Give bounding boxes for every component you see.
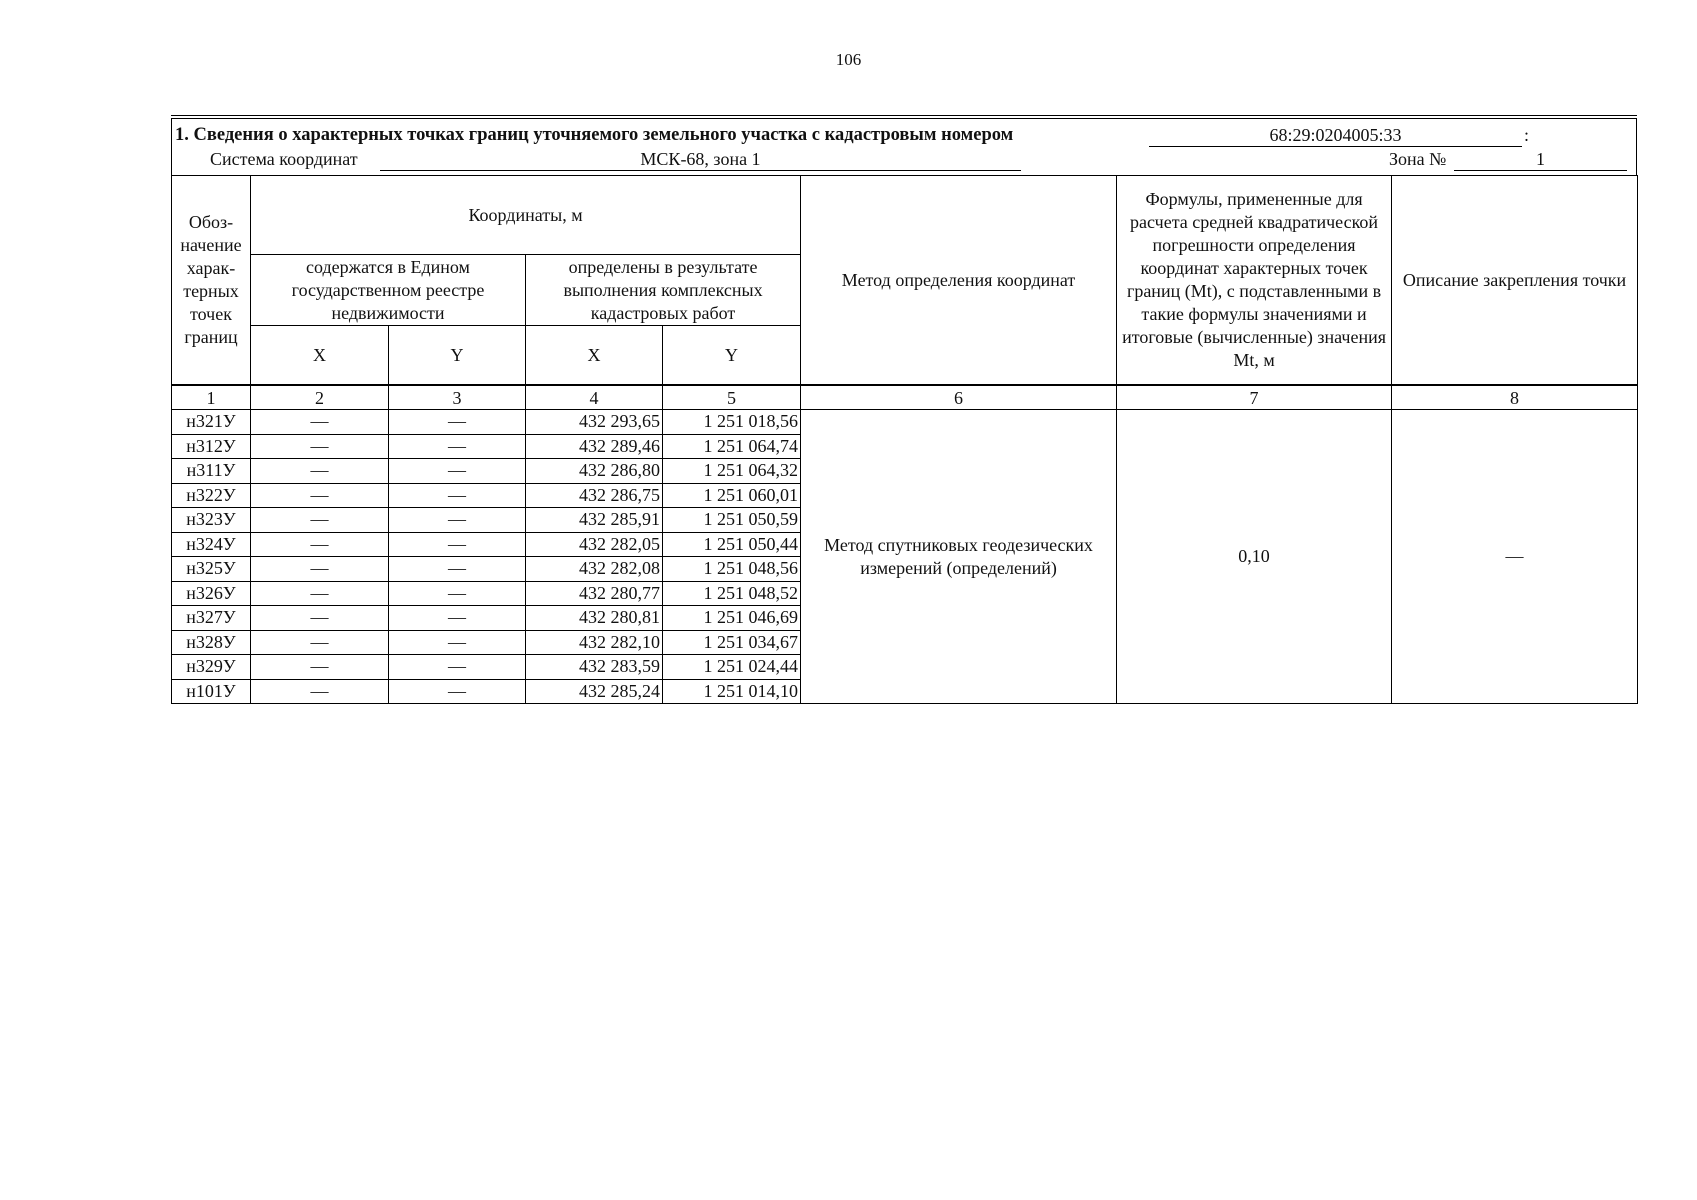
point-x: 432 280,81 [526, 606, 663, 631]
point-id: н101У [172, 679, 251, 704]
egrn-x: — [251, 557, 389, 582]
points-table [171, 175, 1638, 704]
point-id: н326У [172, 581, 251, 606]
egrn-y: — [389, 410, 526, 435]
egrn-x: — [251, 679, 389, 704]
column-number: 3 [389, 385, 526, 410]
egrn-x: — [251, 459, 389, 484]
point-x: 432 282,08 [526, 557, 663, 582]
description-value: — [1392, 410, 1638, 704]
point-x: 432 285,24 [526, 679, 663, 704]
point-y: 1 251 048,56 [663, 557, 801, 582]
point-x: 432 280,77 [526, 581, 663, 606]
point-y: 1 251 064,32 [663, 459, 801, 484]
egrn-x: — [251, 630, 389, 655]
point-y: 1 251 048,52 [663, 581, 801, 606]
point-id: н327У [172, 606, 251, 631]
method-value: Метод спутниковых геодезических измерений (определений) [801, 410, 1117, 704]
point-id: н322У [172, 483, 251, 508]
egrn-x: — [251, 483, 389, 508]
column-number: 5 [663, 385, 801, 410]
point-x: 432 293,65 [526, 410, 663, 435]
point-y: 1 251 034,67 [663, 630, 801, 655]
point-x: 432 286,80 [526, 459, 663, 484]
point-id: н323У [172, 508, 251, 533]
document-section [171, 115, 1637, 704]
kkr-x-label: X [526, 326, 663, 386]
point-id: н324У [172, 532, 251, 557]
egrn-x: — [251, 606, 389, 631]
coord-system-label: Система координат [210, 149, 358, 169]
point-x: 432 282,10 [526, 630, 663, 655]
column-number: 2 [251, 385, 389, 410]
page-number: 106 [835, 50, 862, 69]
point-id: н321У [172, 410, 251, 435]
column-number: 4 [526, 385, 663, 410]
point-y: 1 251 050,59 [663, 508, 801, 533]
egrn-y: — [389, 679, 526, 704]
column-number: 6 [801, 385, 1117, 410]
egrn-header: содержатся в Едином государственном реестре недвижимости [251, 255, 526, 326]
point-y: 1 251 014,10 [663, 679, 801, 704]
point-id: н325У [172, 557, 251, 582]
kkr-y-label: Y [663, 326, 801, 386]
point-y: 1 251 050,44 [663, 532, 801, 557]
egrn-x: — [251, 655, 389, 680]
egrn-x-label: X [251, 326, 389, 386]
section-title: 1. Сведения о характерных точках границ уточняемого земельного участка с кадастровым номером [175, 125, 1014, 145]
egrn-y: — [389, 606, 526, 631]
egrn-y: — [389, 557, 526, 582]
zone-label: Зона № [1389, 149, 1447, 169]
formula-header: Формулы, примененные для расчета средней квадратической погрешности определения координат характерных точек границ (Mt), с подставленными в такие формулы значениями и итоговые (вычисленные) значения Mt, м [1117, 176, 1392, 386]
egrn-x: — [251, 581, 389, 606]
egrn-y: — [389, 581, 526, 606]
egrn-x: — [251, 532, 389, 557]
egrn-y: — [389, 508, 526, 533]
coord-system-value: МСК-68, зона 1 [380, 148, 1021, 171]
col-point-id-header: Обоз-начение харак-терных точек границ [172, 176, 251, 386]
zone-value: 1 [1454, 148, 1627, 171]
kkr-header: определены в результате выполнения комплексных кадастровых работ [526, 255, 801, 326]
point-y: 1 251 060,01 [663, 483, 801, 508]
column-number: 1 [172, 385, 251, 410]
egrn-y: — [389, 655, 526, 680]
point-y: 1 251 024,44 [663, 655, 801, 680]
mt-value: 0,10 [1117, 410, 1392, 704]
egrn-y: — [389, 434, 526, 459]
point-id: н328У [172, 630, 251, 655]
egrn-x: — [251, 508, 389, 533]
egrn-x: — [251, 434, 389, 459]
point-id: н311У [172, 459, 251, 484]
point-x: 432 282,05 [526, 532, 663, 557]
description-header: Описание закрепления точки [1392, 176, 1638, 386]
column-number: 8 [1392, 385, 1638, 410]
egrn-y: — [389, 630, 526, 655]
table-row [172, 410, 1638, 435]
section-header [171, 118, 1637, 175]
egrn-y-label: Y [389, 326, 526, 386]
method-header: Метод определения координат [801, 176, 1117, 386]
header-colon: : [1524, 125, 1530, 145]
point-x: 432 289,46 [526, 434, 663, 459]
point-x: 432 286,75 [526, 483, 663, 508]
point-id: н329У [172, 655, 251, 680]
point-id: н312У [172, 434, 251, 459]
egrn-y: — [389, 483, 526, 508]
point-x: 432 283,59 [526, 655, 663, 680]
egrn-y: — [389, 459, 526, 484]
coordinates-header: Координаты, м [251, 176, 801, 255]
egrn-y: — [389, 532, 526, 557]
cadastral-number: 68:29:0204005:33 [1149, 124, 1522, 147]
egrn-x: — [251, 410, 389, 435]
point-x: 432 285,91 [526, 508, 663, 533]
column-number: 7 [1117, 385, 1392, 410]
point-y: 1 251 064,74 [663, 434, 801, 459]
point-y: 1 251 018,56 [663, 410, 801, 435]
point-y: 1 251 046,69 [663, 606, 801, 631]
